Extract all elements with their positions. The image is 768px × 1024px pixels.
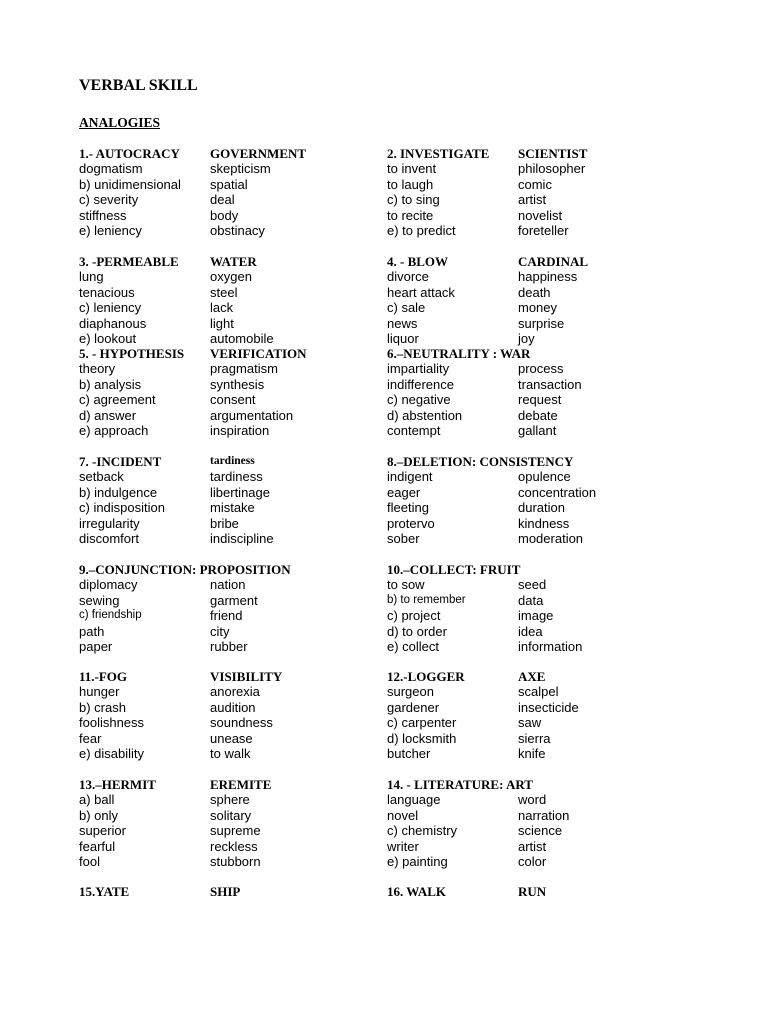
question-header: [79, 454, 379, 469]
analogy-question: [79, 146, 379, 238]
option-right-term: skepticism: [210, 161, 271, 177]
option-row: [387, 408, 687, 423]
option-row: [79, 331, 379, 346]
option-left-term: e) disability: [79, 745, 145, 761]
option-row: [387, 731, 687, 746]
option-left-term: superior: [79, 823, 126, 839]
option-left-term: e) painting: [387, 853, 448, 869]
option-row: [79, 608, 379, 623]
option-row: [387, 377, 687, 392]
question-pair-term: SHIP: [210, 884, 241, 899]
document-title: VERBAL SKILL: [79, 77, 198, 94]
option-row: [387, 500, 687, 515]
option-row: [387, 161, 687, 176]
question-header: [387, 884, 687, 899]
question-term: 1.- AUTOCRACY: [79, 146, 180, 161]
option-row: [79, 516, 379, 531]
analogy-question: [79, 346, 379, 438]
option-left-term: d) abstention: [387, 407, 463, 423]
question-term: 13.–HERMIT: [79, 777, 156, 792]
option-left-term: c) chemistry: [387, 823, 458, 839]
option-right-term: information: [518, 638, 583, 654]
analogy-question: [79, 884, 379, 899]
analogy-question: [79, 454, 379, 546]
option-row: [387, 485, 687, 500]
option-right-term: argumentation: [210, 407, 294, 423]
option-row: [387, 746, 687, 761]
question-pair-term: CARDINAL: [518, 254, 589, 269]
option-right-term: synthesis: [210, 376, 265, 392]
option-left-term: heart attack: [387, 284, 455, 300]
option-right-term: knife: [518, 745, 546, 761]
option-left-term: e) lookout: [79, 330, 137, 346]
analogy-question: [387, 346, 687, 438]
question-term: 7. -INCIDENT: [79, 454, 162, 469]
option-row: [79, 500, 379, 515]
option-left-term: c) project: [387, 608, 441, 624]
option-left-term: tenacious: [79, 284, 135, 300]
question-header: [387, 562, 687, 577]
option-right-term: stubborn: [210, 853, 261, 869]
option-right-term: narration: [518, 807, 570, 823]
option-left-term: b) crash: [79, 699, 126, 715]
option-row: [79, 854, 379, 869]
option-left-term: liquor: [387, 330, 419, 346]
question-header: [79, 146, 379, 161]
option-left-term: e) to predict: [387, 222, 456, 238]
option-row: [387, 715, 687, 730]
option-row: [79, 823, 379, 838]
option-row: [79, 639, 379, 654]
question-header: [387, 346, 687, 361]
option-right-term: lack: [210, 300, 234, 316]
option-left-term: gardener: [387, 699, 440, 715]
option-left-term: eager: [387, 484, 421, 500]
question-pair-term: VISIBILITY: [210, 669, 283, 684]
option-left-term: divorce: [387, 269, 429, 285]
analogy-question: [79, 777, 379, 869]
option-right-term: novelist: [518, 207, 563, 223]
question-header: [387, 454, 687, 469]
option-row: [79, 392, 379, 407]
option-row: [387, 223, 687, 238]
question-header: [387, 777, 687, 792]
option-right-term: scalpel: [518, 684, 559, 700]
option-left-term: paper: [79, 638, 113, 654]
option-right-term: surprise: [518, 315, 565, 331]
option-row: [79, 746, 379, 761]
option-row: [387, 177, 687, 192]
option-row: [387, 192, 687, 207]
option-right-term: audition: [210, 699, 256, 715]
question-header: [79, 346, 379, 361]
analogy-question: [387, 254, 687, 346]
option-row: [79, 792, 379, 807]
option-left-term: to recite: [387, 207, 434, 223]
option-right-term: light: [210, 315, 234, 331]
question-pair-term: AXE: [518, 669, 546, 684]
option-row: [79, 531, 379, 546]
question-header: [387, 146, 687, 161]
question-term: 10.–COLLECT: FRUIT: [387, 562, 521, 577]
option-right-term: joy: [518, 330, 535, 346]
option-right-term: happiness: [518, 269, 578, 285]
option-right-term: word: [518, 792, 547, 808]
question-term: 9.–CONJUNCTION: PROPOSITION: [79, 562, 291, 577]
option-left-term: writer: [387, 838, 419, 854]
option-left-term: c) sale: [387, 300, 426, 316]
option-left-term: surgeon: [387, 684, 434, 700]
option-row: [387, 577, 687, 592]
option-row: [387, 269, 687, 284]
analogy-question: [79, 254, 379, 346]
option-row: [387, 593, 687, 608]
option-row: [387, 316, 687, 331]
option-row: [79, 577, 379, 592]
option-row: [79, 593, 379, 608]
option-left-term: theory: [79, 361, 116, 377]
option-row: [79, 361, 379, 376]
option-row: [387, 684, 687, 699]
option-left-term: protervo: [387, 515, 435, 531]
option-row: [79, 423, 379, 438]
question-pair-term: EREMITE: [210, 777, 272, 792]
option-right-term: obstinacy: [210, 222, 265, 238]
option-right-term: reckless: [210, 838, 258, 854]
analogy-question: [387, 454, 687, 546]
option-right-term: artist: [518, 192, 547, 208]
option-left-term: diaphanous: [79, 315, 147, 331]
option-left-term: path: [79, 623, 105, 639]
option-row: [387, 285, 687, 300]
option-left-term: to sow: [387, 577, 425, 593]
option-right-term: libertinage: [210, 484, 270, 500]
option-right-term: body: [210, 207, 239, 223]
option-row: [79, 208, 379, 223]
option-left-term: c) negative: [387, 392, 451, 408]
option-row: [387, 608, 687, 623]
option-row: [387, 300, 687, 315]
question-term: 11.-FOG: [79, 669, 128, 684]
option-right-term: foreteller: [518, 222, 569, 238]
option-left-term: c) carpenter: [387, 715, 457, 731]
option-row: [387, 208, 687, 223]
option-left-term: diplomacy: [79, 577, 138, 593]
option-right-term: science: [518, 823, 563, 839]
option-right-term: pragmatism: [210, 361, 278, 377]
option-left-term: to invent: [387, 161, 437, 177]
question-pair-term: tardiness: [210, 455, 255, 467]
option-right-term: sierra: [518, 730, 551, 746]
option-left-term: b) to remember: [387, 593, 466, 606]
option-row: [79, 715, 379, 730]
question-term: 14. - LITERATURE: ART: [387, 777, 533, 792]
option-row: [79, 731, 379, 746]
option-right-term: color: [518, 853, 547, 869]
question-term: 16. WALK: [387, 884, 446, 899]
option-row: [79, 485, 379, 500]
option-left-term: irregularity: [79, 515, 140, 531]
analogy-question: [387, 777, 687, 869]
analogy-question: [387, 562, 687, 654]
option-row: [387, 361, 687, 376]
option-row: [79, 408, 379, 423]
option-right-term: artist: [518, 838, 547, 854]
option-row: [79, 684, 379, 699]
option-right-term: idea: [518, 623, 543, 639]
option-left-term: c) friendship: [79, 609, 142, 622]
option-right-term: nation: [210, 577, 246, 593]
option-left-term: fool: [79, 853, 100, 869]
option-row: [79, 377, 379, 392]
option-row: [79, 285, 379, 300]
section-heading: ANALOGIES: [79, 115, 161, 130]
option-right-term: concentration: [518, 484, 597, 500]
option-right-term: rubber: [210, 638, 248, 654]
option-right-term: city: [210, 623, 230, 639]
analogy-question: [387, 884, 687, 899]
option-right-term: duration: [518, 500, 565, 516]
option-row: [387, 808, 687, 823]
option-right-term: garment: [210, 592, 258, 608]
question-term: 3. -PERMEABLE: [79, 254, 179, 269]
option-right-term: to walk: [210, 745, 251, 761]
option-left-term: indigent: [387, 469, 433, 485]
option-left-term: e) collect: [387, 638, 440, 654]
option-row: [387, 423, 687, 438]
option-right-term: sphere: [210, 792, 250, 808]
option-row: [387, 792, 687, 807]
option-right-term: seed: [518, 577, 547, 593]
question-pair-term: GOVERNMENT: [210, 146, 307, 161]
question-term: 8.–DELETION: CONSISTENCY: [387, 454, 574, 469]
option-row: [79, 839, 379, 854]
option-left-term: c) to sing: [387, 192, 440, 208]
option-row: [387, 823, 687, 838]
option-right-term: insecticide: [518, 699, 579, 715]
option-right-term: solitary: [210, 807, 252, 823]
option-row: [387, 392, 687, 407]
option-left-term: novel: [387, 807, 419, 823]
option-row: [79, 192, 379, 207]
question-pair-term: WATER: [210, 254, 257, 269]
question-term: 12.-LOGGER: [387, 669, 465, 684]
option-left-term: d) to order: [387, 623, 447, 639]
question-header: [79, 884, 379, 899]
option-left-term: dogmatism: [79, 161, 143, 177]
option-left-term: discomfort: [79, 530, 139, 546]
option-left-term: sewing: [79, 592, 120, 608]
question-pair-term: VERIFICATION: [210, 346, 307, 361]
analogy-question: [79, 562, 379, 654]
option-row: [79, 300, 379, 315]
option-right-term: data: [518, 592, 544, 608]
option-left-term: news: [387, 315, 418, 331]
option-left-term: to laugh: [387, 176, 434, 192]
option-left-term: lung: [79, 269, 104, 285]
option-right-term: oxygen: [210, 269, 252, 285]
option-left-term: language: [387, 792, 441, 808]
analogy-question: [387, 669, 687, 761]
question-term: 15.YATE: [79, 884, 130, 899]
option-row: [387, 839, 687, 854]
option-right-term: moderation: [518, 530, 584, 546]
option-row: [79, 700, 379, 715]
option-right-term: supreme: [210, 823, 261, 839]
option-left-term: c) leniency: [79, 300, 142, 316]
option-right-term: gallant: [518, 422, 557, 438]
question-header: [387, 669, 687, 684]
option-right-term: deal: [210, 192, 235, 208]
option-row: [387, 854, 687, 869]
analogy-question: [79, 669, 379, 761]
option-right-term: tardiness: [210, 469, 263, 485]
option-right-term: automobile: [210, 330, 274, 346]
question-header: [79, 777, 379, 792]
option-right-term: money: [518, 300, 558, 316]
option-row: [387, 469, 687, 484]
option-right-term: kindness: [518, 515, 570, 531]
option-row: [79, 269, 379, 284]
option-left-term: c) indisposition: [79, 500, 165, 516]
analogy-question: [387, 146, 687, 238]
option-left-term: fear: [79, 730, 102, 746]
option-right-term: debate: [518, 407, 558, 423]
question-pair-term: SCIENTIST: [518, 146, 588, 161]
option-row: [79, 223, 379, 238]
question-header: [387, 254, 687, 269]
option-right-term: process: [518, 361, 564, 377]
option-row: [79, 161, 379, 176]
option-right-term: mistake: [210, 500, 255, 516]
option-left-term: b) indulgence: [79, 484, 158, 500]
option-right-term: request: [518, 392, 562, 408]
option-right-term: saw: [518, 715, 542, 731]
question-header: [79, 669, 379, 684]
option-left-term: contempt: [387, 422, 441, 438]
option-left-term: indifference: [387, 376, 454, 392]
option-row: [387, 516, 687, 531]
question-header: [79, 562, 379, 577]
option-left-term: a) ball: [79, 792, 115, 808]
option-right-term: anorexia: [210, 684, 260, 700]
option-left-term: setback: [79, 469, 124, 485]
option-right-term: consent: [210, 392, 256, 408]
option-row: [79, 469, 379, 484]
option-left-term: c) severity: [79, 192, 139, 208]
option-row: [387, 531, 687, 546]
option-left-term: e) leniency: [79, 222, 142, 238]
option-right-term: image: [518, 608, 554, 624]
option-right-term: unease: [210, 730, 253, 746]
option-row: [79, 316, 379, 331]
option-left-term: e) approach: [79, 422, 149, 438]
option-row: [79, 624, 379, 639]
option-left-term: fearful: [79, 838, 116, 854]
option-right-term: spatial: [210, 176, 248, 192]
option-left-term: fleeting: [387, 500, 429, 516]
option-left-term: sober: [387, 530, 420, 546]
question-header: [79, 254, 379, 269]
option-left-term: d) locksmith: [387, 730, 457, 746]
question-term: 6.–NEUTRALITY : WAR: [387, 346, 531, 361]
option-left-term: foolishness: [79, 715, 145, 731]
option-left-term: b) unidimensional: [79, 176, 181, 192]
option-right-term: steel: [210, 284, 238, 300]
option-right-term: transaction: [518, 376, 582, 392]
option-right-term: death: [518, 284, 551, 300]
option-right-term: philosopher: [518, 161, 586, 177]
option-left-term: butcher: [387, 745, 431, 761]
option-row: [387, 700, 687, 715]
option-left-term: hunger: [79, 684, 120, 700]
option-left-term: c) agreement: [79, 392, 156, 408]
option-left-term: impartiality: [387, 361, 450, 377]
option-row: [387, 639, 687, 654]
question-term: 4. - BLOW: [387, 254, 449, 269]
option-right-term: indiscipline: [210, 530, 274, 546]
option-left-term: d) answer: [79, 407, 137, 423]
question-pair-term: RUN: [518, 884, 547, 899]
option-left-term: stiffness: [79, 207, 127, 223]
option-row: [387, 331, 687, 346]
option-left-term: b) only: [79, 807, 119, 823]
option-right-term: comic: [518, 176, 552, 192]
option-right-term: soundness: [210, 715, 273, 731]
option-row: [79, 177, 379, 192]
option-left-term: b) analysis: [79, 376, 142, 392]
option-right-term: bribe: [210, 515, 239, 531]
question-term: 5. - HYPOTHESIS: [79, 346, 185, 361]
option-right-term: friend: [210, 608, 243, 624]
option-row: [79, 808, 379, 823]
option-right-term: opulence: [518, 469, 571, 485]
option-right-term: inspiration: [210, 422, 270, 438]
question-term: 2. INVESTIGATE: [387, 146, 490, 161]
option-row: [387, 624, 687, 639]
